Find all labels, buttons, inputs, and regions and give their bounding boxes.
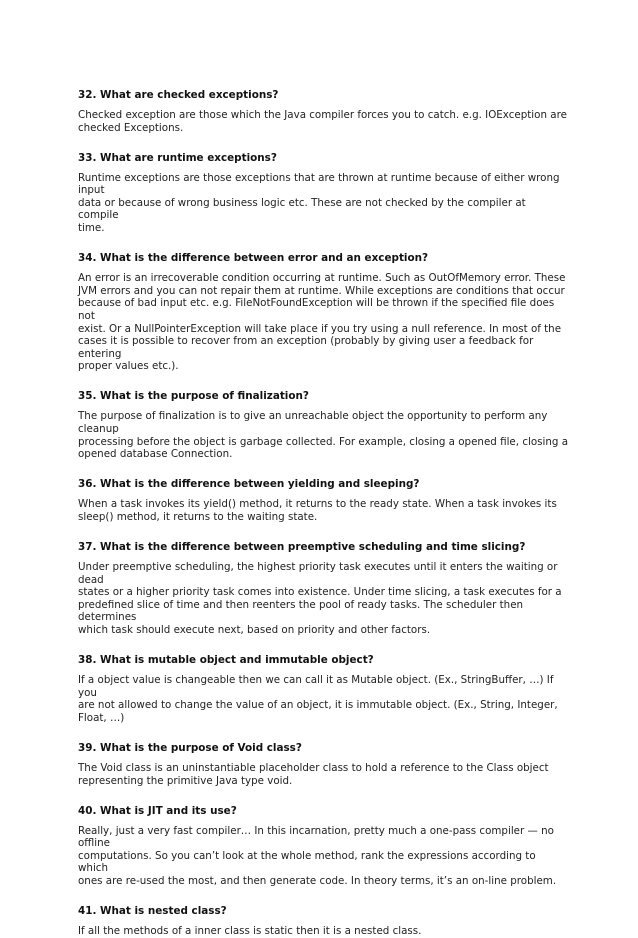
answer-line: processing before the object is garbage collected. For example, closing a opened file, closing a [78,435,569,448]
answer-text [78,410,568,460]
answer-line: data or because of wrong business logic etc. These are not checked by the compiler at compile [78,196,526,222]
answer-line: An error is an irrecoverable condition occurring at runtime. Such as OutOfMemory error. These [78,272,566,285]
answer-line: are not allowed to change the value of an object, it is immutable object. (Ex., String, Integer, [78,699,558,712]
question-heading: 32. What are checked exceptions? [78,89,279,101]
answer-line: Really, just a very fast compiler… In this incarnation, pretty much a one-pass compiler — no offline [78,824,554,850]
question-heading: 41. What is nested class? [78,905,227,918]
qa-item-33 [78,152,568,235]
qa-item-41 [78,905,568,938]
answer-line: Under preemptive scheduling, the highest priority task executes until it enters the waiting or dead [78,560,558,586]
question-heading: 39. What is the purpose of Void class? [78,741,302,754]
answer-line: cases it is possible to recover from an exception (probably by giving user a feedback for entering [78,335,534,360]
question-heading: 38. What is mutable object and immutable object? [78,654,374,667]
answer-text [78,498,568,523]
answer-text [78,762,568,787]
answer-text [78,925,568,938]
answer-line: computations. So you can’t look at the whole method, rank the expressions according to which [78,849,536,875]
answer-line: If all the methods of a inner class is static then it is a nested class. [78,925,422,938]
question-heading: 34. What is the difference between error and an exception? [78,252,429,265]
answer-line: proper values etc.). [78,360,179,373]
answer-line: time. [78,222,105,235]
answer-text [78,561,568,637]
answer-line: sleep() method, it returns to the waiting state. [78,510,318,523]
answer-line: The purpose of finalization is to give an unreachable object the opportunity to perform any cleanup [78,410,548,435]
qa-item-32 [78,89,568,134]
question-heading: 35. What is the purpose of finalization? [78,390,309,403]
qa-item-36 [78,478,568,523]
answer-line: When a task invokes its yield() method, it returns to the ready state. When a task invokes its [78,498,557,511]
question-heading: 37. What is the difference between preemptive scheduling and time slicing? [78,540,526,553]
answer-line: checked Exceptions. [78,121,184,134]
answer-line: which task should execute next, based on priority and other factors. [78,623,431,636]
answer-line: exist. Or a NullPointerException will take place if you try using a null reference. In most of the [78,322,562,335]
answer-text [78,272,568,373]
answer-line: because of bad input etc. e.g. FileNotFoundException will be thrown if the specified file does not [78,297,555,322]
answer-line: states or a higher priority task comes into existence. Under time slicing, a task executes for a [78,586,562,599]
answer-line: opened database Connection. [78,448,233,461]
question-heading: 36. What is the difference between yielding and sleeping? [78,478,420,491]
question-heading: 33. What are runtime exceptions? [78,151,277,164]
answer-line: Runtime exceptions are those exceptions that are thrown at runtime because of either wrong input [78,171,560,197]
qa-item-37 [78,541,568,637]
question-heading: 40. What is JIT and its use? [78,804,237,817]
qa-item-39 [78,742,568,787]
qa-item-35 [78,390,568,460]
qa-item-34 [78,252,568,373]
answer-line: JVM errors and you can not repair them at runtime. While exceptions are conditions that occur [78,284,565,297]
answer-line: Checked exception are those which the Java compiler forces you to catch. e.g. IOException are [78,109,567,121]
answer-line: If a object value is changeable then we can call it as Mutable object. (Ex., StringBuffer, …) If you [78,674,554,699]
answer-line: The Void class is an uninstantiable placeholder class to hold a reference to the Class object [78,761,549,774]
answer-text [78,825,568,888]
answer-line: predefined slice of time and then reenters the pool of ready tasks. The scheduler then determines [78,598,524,624]
answer-text [78,674,568,724]
qa-item-38 [78,654,568,724]
answer-line: ones are re-used the most, and then generate code. In theory terms, it’s an on-line problem. [78,874,557,887]
answer-line: representing the primitive Java type void. [78,774,293,787]
answer-line: Float, …) [78,711,125,724]
answer-text [78,172,568,235]
qa-item-40 [78,805,568,888]
answer-text [78,109,568,134]
